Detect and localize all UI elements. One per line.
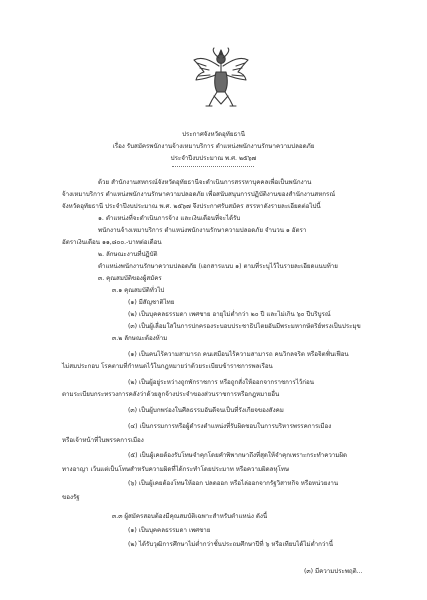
section-3-3-item: (๒) ได้รับวุฒิการศึกษาไม่ต่ำกว่าชั้นประถมศึกษาปีที่ ๖ หรือเทียบได้ไม่ต่ำกว่านี้ (128, 541, 333, 548)
section-1-title: ๑. ตำแหน่งที่จะดำเนินการจ้าง และเงินเดือนที่จะได้รับ (98, 215, 241, 222)
section-3-3-item: (๑) เป็นบุคคลธรรมดา เพศชาย (128, 527, 211, 534)
section-3-title: ๓. คุณสมบัติของผู้สมัคร (98, 275, 162, 282)
section-2-title: ๒. ลักษณะงานที่ปฏิบัติ (98, 251, 158, 258)
page-continuation: (๓) มีความประพฤติ... (304, 568, 363, 575)
section-3-2-item-2b: ตามระเบียบกระทรวงการคลังว่าด้วยลูกจ้างประจำของส่วนราชการหรือกฎหมายอื่น (62, 391, 280, 398)
garuda-emblem-icon (192, 46, 250, 112)
intro-line-3: จังหวัดอุทัยธานี ประจำปีงบประมาณ พ.ศ. ๒๕๖๗ จึงประกาศรับสมัคร สรรหาดังรายละเอียดต่อไปนี้ (62, 203, 321, 210)
section-3-1-item: (๑) มีสัญชาติไทย (128, 299, 175, 306)
section-3-2-item-3: (๓) เป็นผู้บกพร่องในศีลธรรมอันดีจนเป็นที่รังเกียจของสังคม (128, 407, 284, 414)
section-3-2-item-4b: หรือเจ้าหน้าที่ในพรรคการเมือง (62, 437, 144, 444)
section-3-2-item-5a: (๕) เป็นผู้เคยต้องรับโทษจำคุกโดยคำพิพากษาถึงที่สุดให้จำคุกเพราะกระทำความผิด (128, 452, 348, 459)
intro-line-2: จ้างเหมาบริการ ตำแหน่งพนักงานรักษาความปลอดภัย เพื่อสนับสนุนการปฏิบัติงานของสำนักงานสหกรณ์ (62, 191, 336, 198)
section-3-2-item-2a: (๒) เป็นผู้อยู่ระหว่างถูกพักราชการ หรือถูกสั่งให้ออกจากราชการไว้ก่อน (128, 379, 314, 386)
section-3-1-item: (๒) เป็นบุคคลธรรมดา เพศชาย อายุไม่ต่ำกว่า ๒๐ ปี และไม่เกิน ๖๐ ปีบริบูรณ์ (128, 311, 331, 318)
section-2-text: ตำแหน่งพนักงานรักษาความปลอดภัย (เอกสารแนบ ๑) ตามที่ระบุไว้ในรายละเอียดแนบท้าย (98, 263, 338, 270)
section-3-2-item-1a: (๑) เป็นคนไร้ความสามารถ คนเสมือนไร้ความสามารถ คนวิกลจริต หรือจิตฟั่นเฟือน (128, 351, 349, 358)
section-3-3-title: ๓.๓ ผู้สมัครสอบต้องมีคุณสมบัติเฉพาะสำหรับตำแหน่ง ดังนี้ (112, 513, 268, 520)
intro-line-1: ด้วย สำนักงานสหกรณ์จังหวัดอุทัยธานีจะดำเนินการสรรหาบุคคลเพื่อเป็นพนักงาน (98, 179, 312, 186)
header-divider (172, 166, 254, 167)
section-3-1-item: (๓) เป็นผู้เลื่อมใสในการปกครองระบอบประชาธิปไตยอันมีพระมหากษัตริย์ทรงเป็นประมุข (128, 323, 361, 330)
announcement-org-line: ประกาศจังหวัดอุทัยธานี (182, 131, 245, 138)
section-3-2-item-6a: (๖) เป็นผู้เคยต้องโทษให้ออก ปลดออก หรือไล่ออกจากรัฐวิสาหกิจ หรือหน่วยงาน (128, 480, 339, 487)
section-3-2-item-4a: (๔) เป็นกรรมการหรือผู้ดำรงตำแหน่งที่รับผิดชอบในการบริหารพรรคการเมือง (128, 423, 332, 430)
section-3-2-item-6b: ของรัฐ (62, 494, 80, 501)
section-3-1-title: ๓.๑ คุณสมบัติทั่วไป (112, 287, 165, 294)
announcement-subject-line: เรื่อง รับสมัครพนักงานจ้างเหมาบริการ ตำแหน่งพนักงานรักษาความปลอดภัย (112, 143, 315, 150)
section-3-2-title: ๓.๒ ลักษณะต้องห้าม (112, 335, 168, 342)
announcement-fiscal-line: ประจำปีงบประมาณ พ.ศ. ๒๕๖๗ (170, 155, 257, 162)
section-1-text-a: พนักงานจ้างเหมาบริการ ตำแหน่งพนักงานรักษาความปลอดภัย จำนวน ๑ อัตรา (98, 227, 307, 234)
section-3-2-item-5b: ทางอาญา เว้นแต่เป็นโทษสำหรับความผิดที่ได้กระทำโดยประมาท หรือความผิดลหุโทษ (62, 466, 290, 473)
section-3-2-item-1b: ไม่สมประกอบ โรคตามที่กำหนดไว้ในกฎหมายว่าด้วยระเบียบข้าราชการพลเรือน (62, 363, 273, 370)
section-1-text-b: อัตราเงินเดือน ๑๑,๘๐๐.-บาทต่อเดือน (62, 239, 162, 246)
